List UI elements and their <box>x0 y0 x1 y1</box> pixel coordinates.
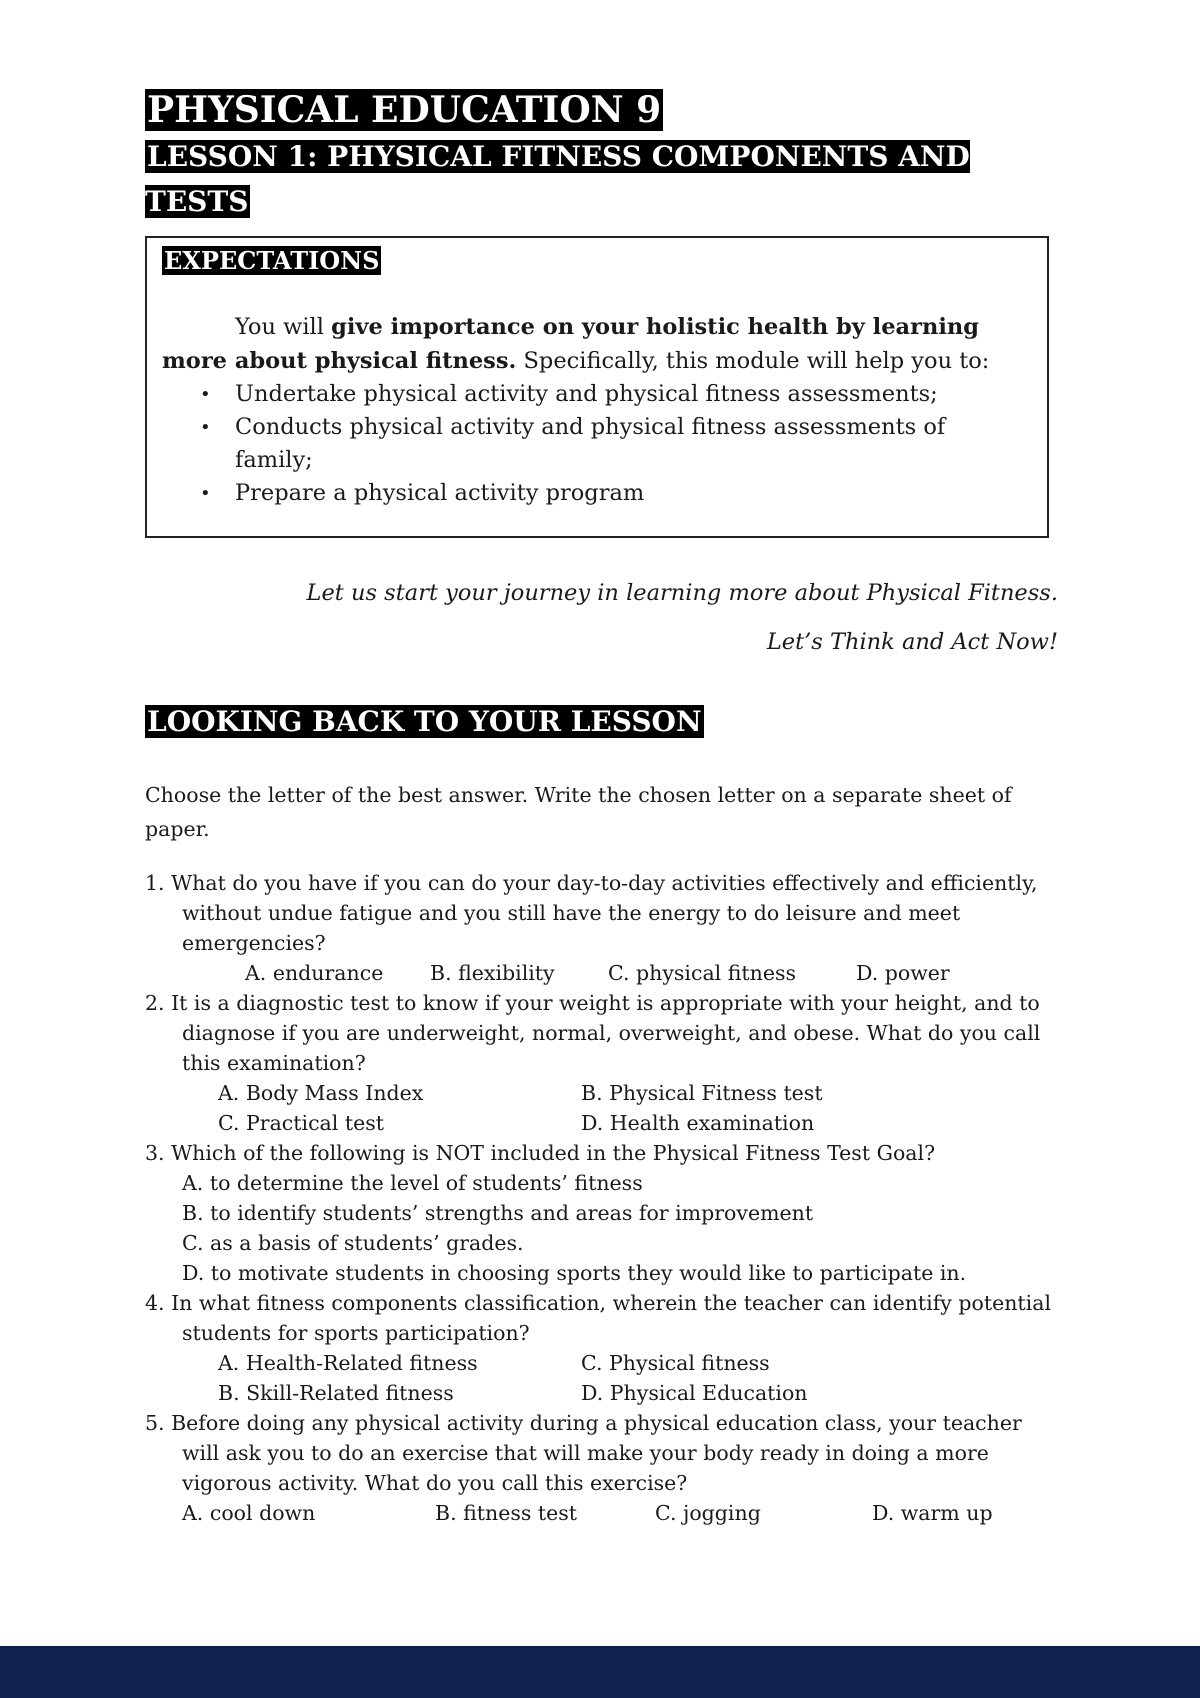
option: A. endurance <box>245 961 384 985</box>
page-title-text: PHYSICAL EDUCATION 9 <box>147 89 662 131</box>
option: D. warm up <box>872 1501 993 1525</box>
section-heading <box>145 703 704 741</box>
quiz-list <box>145 868 1065 1528</box>
question-3 <box>145 1138 1065 1288</box>
option: B. to identify students’ strengths and areas for improvement <box>182 1201 814 1225</box>
question-options <box>145 1078 1065 1138</box>
question-5 <box>145 1408 1065 1528</box>
option: B. fitness test <box>435 1501 578 1525</box>
option: A. to determine the level of students’ fitness <box>182 1171 643 1195</box>
intro-lead: You will <box>235 314 332 340</box>
lesson-title-text: LESSON 1: PHYSICAL FITNESS COMPONENTS AND TESTS <box>145 140 970 218</box>
question-stem: 5. Before doing any physical activity during a physical education class, your teacher will ask you to do an exercise that will make your body ready in doing a more vigorous activity. What do you call this exercise? <box>145 1411 1022 1495</box>
option: A. Body Mass Index <box>218 1081 424 1105</box>
expectations-box <box>145 236 1049 538</box>
question-options <box>145 1498 1065 1528</box>
option: C. jogging <box>655 1501 761 1525</box>
option: B. Physical Fitness test <box>581 1081 823 1105</box>
expectations-heading-text: EXPECTATIONS <box>164 246 380 275</box>
question-2 <box>145 988 1065 1138</box>
instructions: Choose the letter of the best answer. Write the chosen letter on a separate sheet of paper. <box>145 783 1012 841</box>
option: D. power <box>856 961 950 985</box>
lesson-title <box>145 134 1025 224</box>
expectations-list <box>162 378 1012 510</box>
option: D. Physical Education <box>581 1381 808 1405</box>
closing-line-1: Let us start your journey in learning more about Physical Fitness. <box>306 580 1058 606</box>
option: D. to motivate students in choosing sports they would like to participate in. <box>182 1261 967 1285</box>
option: B. Skill-Related fitness <box>218 1381 454 1405</box>
option: C. Practical test <box>218 1111 384 1135</box>
expectations-heading <box>162 244 381 278</box>
page-title <box>145 88 663 133</box>
question-4 <box>145 1288 1065 1408</box>
footer-bar <box>0 1646 1200 1698</box>
question-options <box>145 1168 1065 1288</box>
question-options <box>145 958 1065 988</box>
question-options <box>145 1348 1065 1408</box>
closing-line-2: Let’s Think and Act Now! <box>766 629 1058 655</box>
expectations-intro <box>162 310 1022 378</box>
expectations-item: • Prepare a physical activity program <box>162 477 1012 510</box>
question-stem: 4. In what fitness components classification, wherein the teacher can identify potential students for sports participation? <box>145 1291 1051 1345</box>
option: A. Health-Related fitness <box>218 1351 478 1375</box>
intro-rest: Specifically, this module will help you to: <box>516 348 990 374</box>
option: C. as a basis of students’ grades. <box>182 1231 524 1255</box>
question-stem: 2. It is a diagnostic test to know if your weight is appropriate with your height, and to diagnose if you are underweight, normal, overweight, and obese. What do you call this examination? <box>145 991 1041 1075</box>
question-1 <box>145 868 1065 988</box>
option: D. Health examination <box>581 1111 815 1135</box>
option: B. flexibility <box>430 961 555 985</box>
option: C. physical fitness <box>608 961 797 985</box>
intro-bold: give importance on your holistic health by learning more about physical fitness. <box>162 314 979 374</box>
question-stem: 1. What do you have if you can do your day-to-day activities effectively and efficiently, without undue fatigue and you still have the energy to do leisure and meet emergencies? <box>145 871 1038 955</box>
expectations-item: • Conducts physical activity and physical fitness assessments of family; <box>162 411 1012 477</box>
option: C. Physical fitness <box>581 1351 770 1375</box>
expectations-item: • Undertake physical activity and physical fitness assessments; <box>162 378 1012 411</box>
option: A. cool down <box>182 1501 316 1525</box>
section-heading-text: LOOKING BACK TO YOUR LESSON <box>147 705 702 738</box>
question-stem: 3. Which of the following is NOT included in the Physical Fitness Test Goal? <box>145 1141 936 1165</box>
